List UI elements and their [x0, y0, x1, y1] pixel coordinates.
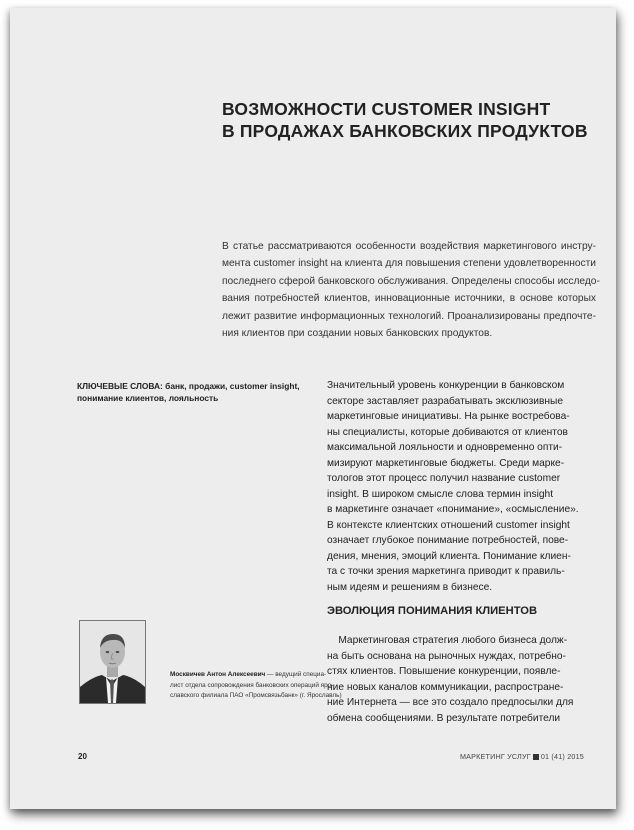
author-bio-line: лист отдела сопровождения банковских операций яро- — [170, 681, 334, 689]
section-heading: ЭВОЛЮЦИЯ ПОНИМАНИЯ КЛИЕНТОВ — [327, 605, 538, 617]
title-line: ВОЗМОЖНОСТИ CUSTOMER INSIGHT — [222, 99, 551, 119]
journal-footer — [460, 752, 584, 761]
body-line: в маркетинге означает «понимание», «осмысление». — [327, 504, 579, 515]
body-line: стях клиентов. Повышение конкуренции, появле- — [327, 666, 561, 677]
body-line: максимальной лояльности и одновременно опти- — [327, 442, 563, 453]
author-bio-line — [170, 670, 327, 681]
keywords-line: понимание клиентов, лояльность — [77, 393, 219, 403]
abstract-line: В статье рассматриваются особенности воздействия маркетингового инстру- — [222, 241, 596, 252]
abstract-line: вания потребностей клиентов, инновационные источники, в основе которых — [222, 293, 596, 305]
journal-page — [10, 8, 616, 809]
title-line: В ПРОДАЖАХ БАНКОВСКИХ ПРОДУКТОВ — [222, 121, 588, 141]
keywords-line: КЛЮЧЕВЫЕ СЛОВА: банк, продажи, customer insight, — [77, 381, 300, 391]
body-line: insight. В широком смысле слова термин insight — [327, 488, 554, 500]
body-line: та с точки зрения маркетинга приводит к правиль- — [327, 566, 565, 577]
body-line: В контексте клиентских отношений customer insight — [327, 519, 570, 531]
journal-name: МАРКЕТИНГ УСЛУГ — [459, 752, 531, 761]
intro-paragraph — [327, 378, 589, 595]
abstract-line: последнего сферой банковского обслуживания. Определены способы исследо- — [222, 275, 600, 287]
body-line: мизируют маркетинговые бюджеты. Среди марке- — [327, 457, 565, 469]
body-line: Маркетинговая стратегия любого бизнеса долж- — [327, 635, 568, 646]
article-abstract — [222, 238, 600, 342]
body-line: Значительный уровень конкуренции в банковском — [327, 380, 565, 391]
body-line: ным идеям и решениям в бизнесе. — [327, 581, 493, 593]
body-line: обмена сообщениями. В результате потребители — [327, 712, 561, 724]
author-photo — [79, 620, 146, 704]
article-title — [222, 98, 602, 142]
body-line: ны специалисты, которые добиваются от клиентов — [327, 426, 568, 438]
body-line: маркетинговые инициативы. На рынке востребова- — [327, 411, 570, 422]
abstract-line: ния клиентов при создании новых банковских продуктов. — [222, 328, 493, 340]
author-portrait-image — [80, 621, 145, 703]
author-bio-line: славского филиала ПАО «Промсвязьбанк» (г. Ярославль) — [170, 692, 342, 699]
author-bio — [170, 670, 342, 702]
journal-issue: 01 (41) 2015 — [540, 752, 584, 761]
body-line: на быть основана на рыночных нуждах, потребно- — [327, 650, 566, 662]
body-line: тологов этот процесс получил название customer — [327, 473, 561, 484]
author-name: Москвичев Антон Алексеевич — [170, 671, 266, 678]
body-line: дения, мнения, эмоций клиента. Понимание клиен- — [327, 550, 571, 562]
body-line: означает глубокое понимание потребностей, пове- — [327, 535, 569, 546]
body-line: ние Интернета — все это создало предпосылки для — [327, 697, 574, 708]
page-number: 20 — [78, 752, 87, 761]
square-bullet-icon — [533, 754, 539, 760]
keywords — [77, 380, 317, 404]
abstract-line: лежит развитие информационных технологий. Проанализированы предпочте- — [222, 310, 596, 322]
abstract-line: мента customer insight на клиента для повышения степени удовлетворенности — [222, 258, 596, 270]
section-paragraph — [327, 633, 589, 726]
author-bio-text: — ведущий специа- — [265, 671, 327, 678]
body-line: ние новых каналов коммуникации, распростране- — [327, 681, 564, 693]
body-line: секторе заставляет разрабатывать эксклюзивные — [327, 395, 564, 407]
